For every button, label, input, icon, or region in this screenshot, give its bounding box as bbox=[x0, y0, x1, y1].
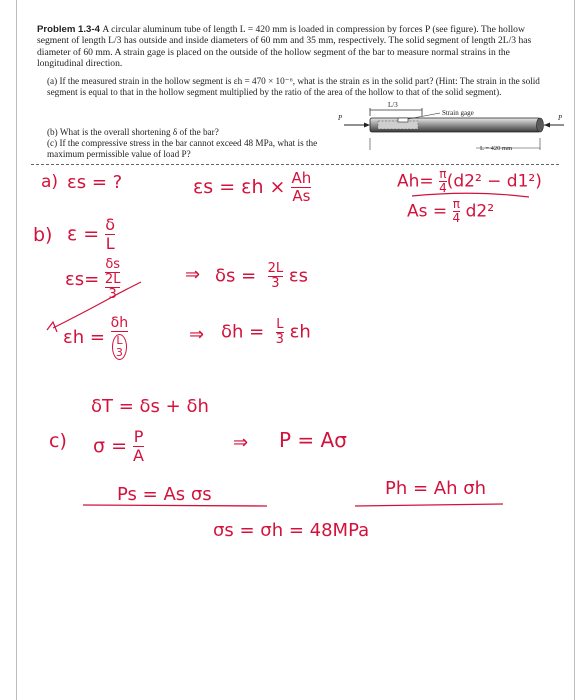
hw-ds-formula: δs = $\frac{2L}{3}$ εs bbox=[215, 261, 308, 291]
load-right-label: P bbox=[558, 114, 563, 122]
hw-as-formula: As = $\frac{\pi}{4}$ d2² bbox=[407, 197, 495, 225]
part-b-text: (b) What is the overall shortening δ of the bar? bbox=[47, 127, 219, 137]
hw-es-strain: εs= δs 2L 3 bbox=[65, 257, 121, 302]
hw-b-label: b) bbox=[33, 224, 53, 246]
total-length-label: L = 420 mm bbox=[480, 145, 513, 152]
ink-curve-arrow bbox=[53, 282, 141, 328]
part-a-text: (a) If the measured strain in the hollow segment is εh = 470 × 10⁻⁶, what is the strain εs in the solid part? (Hint: The strain in the solid segment is equal to that in the hollow segment multiplied by the ratio of the area of the hollow to that of the solid segment). bbox=[47, 76, 540, 97]
ink-underline-ph bbox=[355, 504, 503, 506]
part-c-text: (c) If the compressive stress in the bar cannot exceed 48 MPa, what is the maximum permissible value of load P? bbox=[47, 138, 318, 159]
ink-underline-ps bbox=[83, 505, 267, 506]
ink-curve-arrowhead bbox=[47, 322, 57, 332]
implies-arrow-1: ⇒ bbox=[185, 264, 201, 285]
hw-ps-formula: Ps = As σs bbox=[117, 484, 212, 505]
hw-b-strain: ε = $\frac{\delta}{L}$ bbox=[67, 215, 116, 253]
hw-es-ratio: εs = εh × $\frac{Ah}{As}$ bbox=[193, 169, 312, 205]
hw-stress-limit: σs = σh = 48MPa bbox=[213, 520, 370, 541]
implies-arrow-3: ⇒ bbox=[233, 432, 249, 453]
hw-eh-strain: εh = δh L 3 bbox=[63, 315, 129, 359]
hw-total-shortening: δT = δs + δh bbox=[91, 396, 209, 417]
load-left-label: P bbox=[338, 114, 343, 122]
ink-underline-ah bbox=[412, 193, 529, 197]
ink-strokes bbox=[17, 0, 574, 700]
strain-gage-label: Strain gage bbox=[442, 109, 474, 117]
hw-ph-formula: Ph = Ah σh bbox=[385, 478, 487, 499]
document-page bbox=[16, 0, 575, 700]
problem-number: Problem 1.3-4 bbox=[37, 24, 100, 35]
implies-arrow-2: ⇒ bbox=[189, 324, 205, 345]
segment-length-label: L/3 bbox=[388, 101, 398, 109]
hw-a-question: εs = ? bbox=[67, 172, 123, 193]
hw-load-formula: P = Aσ bbox=[279, 428, 347, 452]
hw-stress-formula: σ = $\frac{P}{A}$ bbox=[93, 427, 144, 465]
hw-ah-formula: Ah= $\frac{\pi}{4}$ (d2² − d1²) bbox=[397, 167, 542, 195]
hw-dh-formula: δh = $\frac{L}{3}$ εh bbox=[221, 317, 311, 347]
problem-text: A circular aluminum tube of length L = 420 mm is loaded in compression by forces P (see figure). The hollow segment of length L/3 has outside and inside diameters of 60 mm and 35 mm, respectively. The solid segment of length 2L/3 has diameter of 60 mm. A strain gage is placed on the outside of the hollow segment of the bar to measure normal strains in the longitudinal direction. bbox=[37, 24, 532, 70]
hw-a-label: a) bbox=[41, 172, 59, 192]
hw-c-label: c) bbox=[49, 430, 67, 452]
